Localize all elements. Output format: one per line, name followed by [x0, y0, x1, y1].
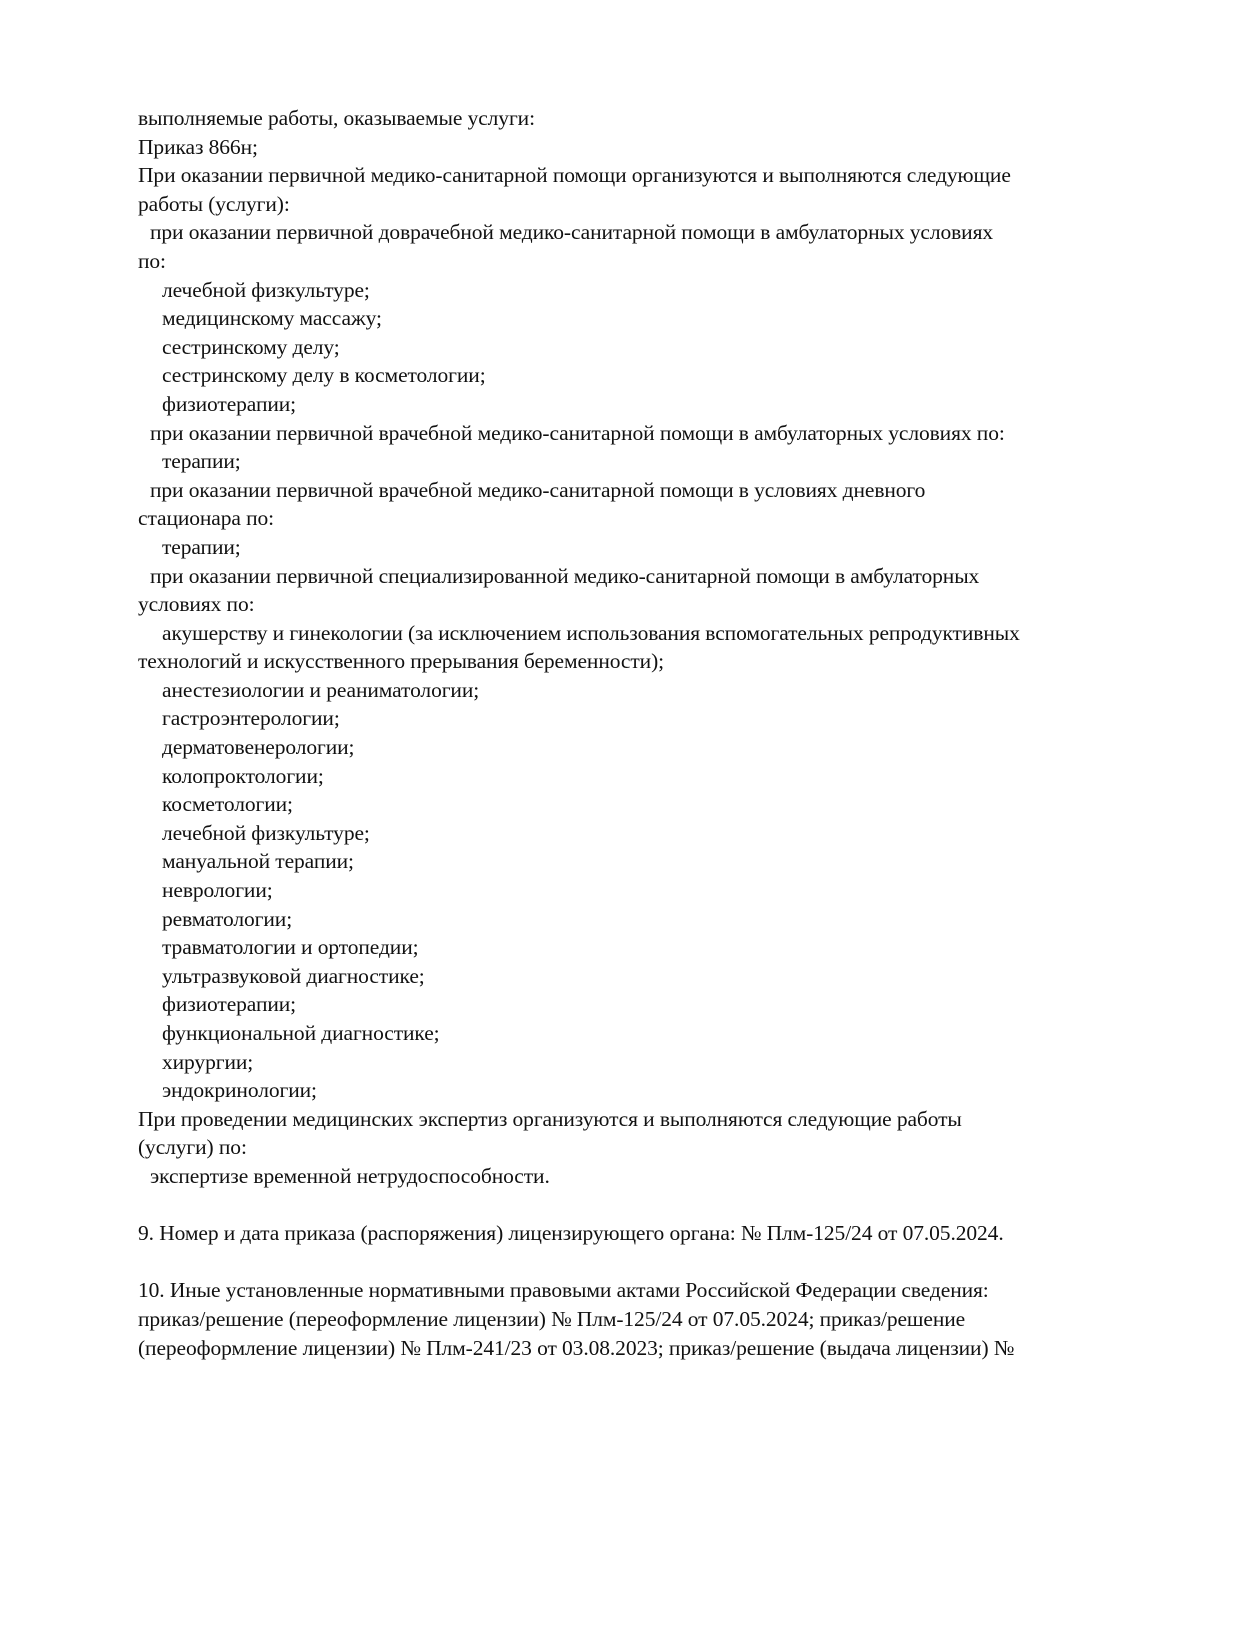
- text-line: при оказании первичной доврачебной медико-санитарной помощи в амбулаторных условиях: [150, 220, 994, 245]
- list-item: акушерству и гинекологии (за исключением использования вспомогательных репродуктивных: [162, 620, 1020, 645]
- list-item: ревматологии;: [162, 906, 293, 931]
- text-line: выполняемые работы, оказываемые услуги:: [138, 106, 535, 130]
- list-item: мануальной терапии;: [162, 849, 354, 874]
- list-item: физиотерапии;: [162, 992, 297, 1017]
- list-item: сестринскому делу;: [162, 334, 340, 359]
- section-10-line: (переоформление лицензии) № Плм-241/23 от 03.08.2023; приказ/решение (выдача лицензии) №: [138, 1335, 1015, 1360]
- text-line: работы (услуги):: [138, 191, 290, 216]
- list-item: анестезиологии и реаниматологии;: [162, 677, 480, 702]
- text-line: (услуги) по:: [138, 1135, 247, 1160]
- list-item: дерматовенерологии;: [162, 735, 355, 760]
- spacer: [138, 1248, 1138, 1277]
- list-item: сестринскому делу в косметологии;: [162, 363, 486, 388]
- list-item: травматологии и ортопедии;: [162, 935, 419, 960]
- section-10-line: приказ/решение (переоформление лицензии) № Плм-125/24 от 07.05.2024; приказ/решение: [138, 1306, 966, 1331]
- list-item: эндокринологии;: [162, 1078, 317, 1103]
- text-line: при оказании первичной врачебной медико-санитарной помощи в условиях дневного: [150, 477, 926, 502]
- text-line: при оказании первичной врачебной медико-санитарной помощи в амбулаторных условиях по:: [150, 420, 1005, 445]
- section-10-line: 10. Иные установленные нормативными правовыми актами Российской Федерации сведения:: [138, 1278, 989, 1303]
- text-line: условиях по:: [138, 592, 255, 617]
- section-9: 9. Номер и дата приказа (распоряжения) лицензирующего органа: № Плм-125/24 от 07.05.2024.: [138, 1221, 1004, 1246]
- list-item: лечебной физкультуре;: [162, 277, 370, 302]
- list-item: лечебной физкультуре;: [162, 820, 370, 845]
- text-line: по:: [138, 248, 166, 273]
- spacer: [138, 1191, 1138, 1220]
- list-item: функциональной диагностике;: [162, 1021, 440, 1045]
- list-item: неврологии;: [162, 878, 273, 903]
- list-item: медицинскому массажу;: [162, 306, 382, 331]
- list-item: хирургии;: [162, 1049, 254, 1074]
- list-item: терапии;: [162, 534, 241, 559]
- list-item: физиотерапии;: [162, 391, 297, 416]
- text-line: при оказании первичной специализированной медико-санитарной помощи в амбулаторных: [150, 563, 980, 588]
- list-item: ультразвуковой диагностике;: [162, 963, 425, 988]
- text-line: экспертизе временной нетрудоспособности.: [150, 1163, 550, 1188]
- text-line: технологий и искусственного прерывания беременности);: [138, 649, 664, 674]
- text-line: стационара по:: [138, 506, 275, 531]
- text-line: При оказании первичной медико-санитарной помощи организуются и выполняются следующие: [138, 163, 1011, 188]
- text-line: Приказ 866н;: [138, 134, 258, 159]
- text-line: При проведении медицинских экспертиз организуются и выполняются следующие работы: [138, 1106, 962, 1131]
- list-item: гастроэнтерологии;: [162, 706, 340, 731]
- list-item: терапии;: [162, 449, 241, 474]
- document-page: [138, 104, 1138, 1362]
- list-item: косметологии;: [162, 792, 293, 817]
- list-item: колопроктологии;: [162, 763, 324, 788]
